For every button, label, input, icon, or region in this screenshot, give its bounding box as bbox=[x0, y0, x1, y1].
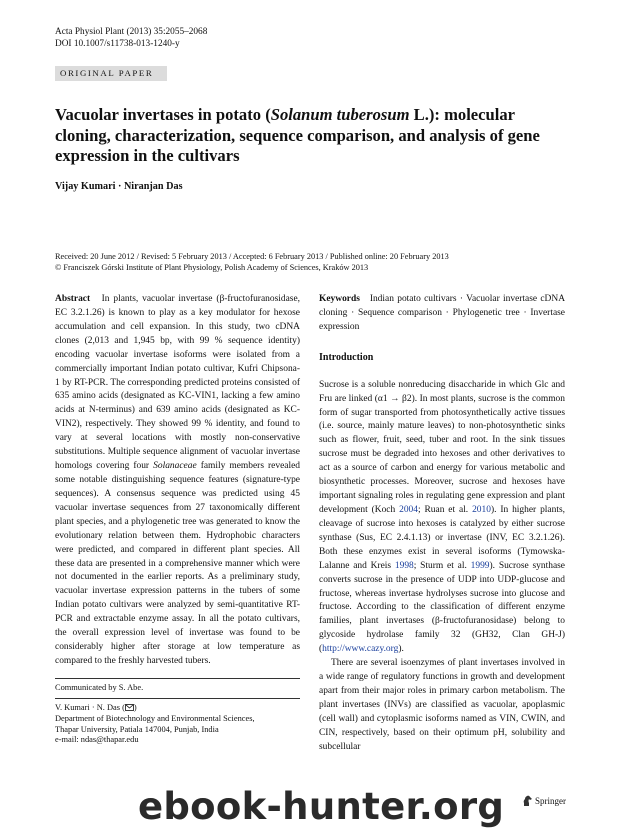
citation-link-koch[interactable]: 2004 bbox=[399, 504, 418, 515]
citation-link-ruan[interactable]: 2010 bbox=[472, 504, 491, 515]
communicated-by: Communicated by S. Abe. bbox=[55, 683, 144, 692]
title-part2: L.): molecular cloning, characterization, sequence comparison, and analysis of gene expression in the cultivars bbox=[55, 105, 540, 165]
abstract-section bbox=[55, 293, 300, 669]
title-part1: Vacuolar invertases in potato ( bbox=[55, 105, 271, 124]
intro-p1-f: ). bbox=[398, 644, 404, 655]
intro-p1-a: Sucrose is a soluble nonreducing disaccharide in which Glc and Fru are linked (α1 → β2). In most plants, sucrose is the common form of sugar transported from photosynthetically active tissues (i.e. source, mainly mature leaves) to non-photosynthetic sinks such as flower, fruit, seed, tuber and root. In the sink tissues sucrose must be degraded into hexoses and other derivatives to act as a source of carbon and energy for various metabolic and biosynthetic processes. Moreover, sucrose and hexoses have important signaling roles in regulating gene expression and plant development (Koch bbox=[319, 379, 565, 515]
citation-link-sturm[interactable]: 1999 bbox=[470, 560, 490, 571]
abstract-text-1: In plants, vacuolar invertase (β-fructofuranosidase, EC 3.2.1.26) is known to play as a key modulator for hexose accumulation and cell expansion. In this study, two cDNA clones (2,013 and 1,945 bp, with 99 % sequence identity) encoding vacuolar invertase isoforms were isolated from a commercially important Indian potato cultivar, Kufri Chipsona-1 by RT-PCR. The corresponding predicted proteins consisted of 635 amino acids (designated as KC-VIN1, lacking a few amino acids at N-terminus) and 639 amino acids (designated as KC-VIN2), respectively. They showed 99 % identity, and found to vary at several locations with mostly non-conservative substitutions. Multiple sequence alignment of vacuolar invertase homologs covering four bbox=[55, 294, 301, 472]
intro-p1-e: ). Sucrose synthase converts sucrose in the presence of UDP into UDP-glucose and fructose, whereas invertase hydrolyses sucrose into glucose and fructose. According to the classification of different enzyme families, plant invertases (β-fructofuranosidase) belong to glycoside hydrolase family 32 (GH32, Clan GH-J) ( bbox=[319, 560, 565, 655]
intro-paragraph-2: There are several isoenzymes of plant invertases involved in a wide range of regulatory functions in growth and development apart from their major roles in primary carbon metabolism. The plant invertases (INVs) are classified as vacuolar, apoplasmic (cell wall) and cytoplasmic isoforms named as VIN, CWIN, and CIN, respectively, based on their optimum pH, solubility and subcellular bbox=[319, 658, 565, 752]
intro-paragraph-1 bbox=[319, 379, 565, 657]
keywords-text: Indian potato cultivars · Vacuolar invertase cDNA cloning · Sequence comparison · Phylogenetic tree · Invertase expression bbox=[319, 294, 566, 332]
introduction-body bbox=[319, 379, 565, 755]
article-type: ORIGINAL PAPER bbox=[60, 68, 154, 78]
watermark: ebook-hunter.org bbox=[138, 785, 505, 828]
intro-p1-d: ; Sturm et al. bbox=[413, 560, 471, 571]
abstract-text-2: family members revealed some notable distinguishing sequence features (signature-type sequences). A consensus sequence was predicted using 45 vacuolar invertase sequences from 27 taxonomically different plant species, and a phylogenetic tree was generated to know the evolutionary relation between them. Hydrophobic characters were predicted, and compared in different plant species. All these data are presented in a comprehensive manner which were not documented in the earlier reports. As a preliminary study, vacuolar invertase expression patterns in the tubers of some Indian potato cultivars were analyzed by semi-quantitative RT-PCR and extractable enzyme assay. In all the potato cultivars, the overall expression level of invertase was found to be considerably higher after storage at low temperature as compared to the freshly harvested tubers. bbox=[55, 461, 300, 666]
keywords-label: Keywords bbox=[319, 294, 360, 304]
intro-p1-b: ; Ruan et al. bbox=[417, 504, 473, 515]
right-column bbox=[319, 293, 565, 755]
abstract-italic: Solanaceae bbox=[153, 461, 197, 472]
title-species: Solanum tuberosum bbox=[270, 105, 410, 124]
affiliation-names-end: ) bbox=[133, 703, 137, 712]
paper-title bbox=[55, 105, 555, 167]
cazy-url-link[interactable]: http://www.cazy.org bbox=[322, 644, 399, 655]
abstract-label: Abstract bbox=[55, 294, 91, 304]
author-list: Vijay Kumari · Niranjan Das bbox=[55, 181, 183, 192]
citation-link-tymowska[interactable]: 1998 bbox=[394, 560, 414, 571]
publication-history bbox=[55, 252, 575, 273]
springer-knight-icon bbox=[522, 794, 533, 807]
keywords-section bbox=[319, 293, 565, 335]
intro-p1-c: ). In higher plants, cleavage of sucrose into hexoses is catalyzed by either sucrose synthase (Sus, EC 2.4.1.13) or invertase (INV, EC 3.2.1.26). Both these enzymes exist in several isoforms (Tymowska-Lalanne and Kreis bbox=[319, 504, 565, 571]
affiliation-email[interactable]: e-mail: ndas@thapar.edu bbox=[55, 734, 139, 744]
footnote-divider bbox=[55, 678, 300, 679]
affiliation-univ: Thapar University, Patiala 147004, Punjab, India bbox=[55, 724, 219, 734]
envelope-icon[interactable] bbox=[125, 704, 134, 714]
received-dates: Received: 20 June 2012 / Revised: 5 February 2013 / Accepted: 6 February 2013 / Published online: 20 February 2013 bbox=[55, 252, 449, 261]
author-affiliation bbox=[55, 703, 300, 745]
affiliation-names: V. Kumari · N. Das ( bbox=[55, 703, 125, 712]
publisher-name: Springer bbox=[535, 795, 566, 806]
publisher-logo bbox=[522, 794, 566, 807]
journal-citation: Acta Physiol Plant (2013) 35:2055–2068 bbox=[55, 27, 208, 37]
journal-doi: DOI 10.1007/s11738-013-1240-y bbox=[55, 38, 180, 49]
footnote-divider-2 bbox=[55, 698, 300, 699]
introduction-heading: Introduction bbox=[319, 351, 374, 363]
copyright-line: © Franciszek Górski Institute of Plant Physiology, Polish Academy of Sciences, Kraków 2013 bbox=[55, 262, 369, 272]
journal-header bbox=[55, 27, 207, 50]
affiliation-authors bbox=[55, 703, 300, 714]
affiliation-dept: Department of Biotechnology and Environmental Sciences, bbox=[55, 714, 255, 724]
